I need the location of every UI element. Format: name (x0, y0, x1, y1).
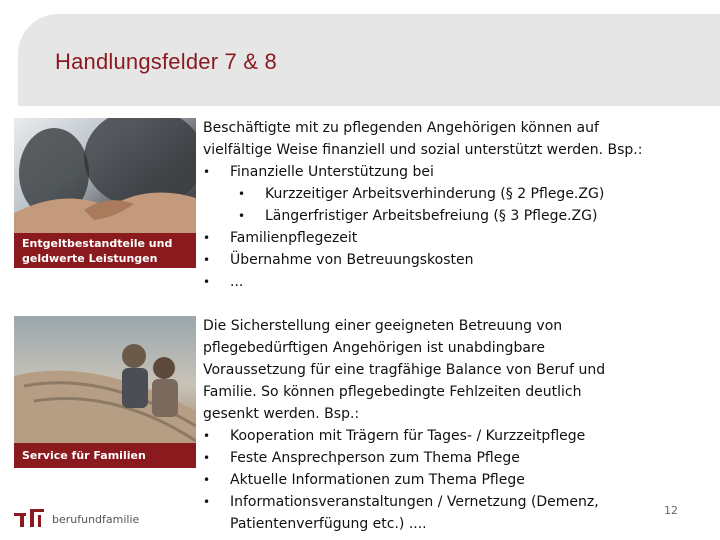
intro-line: Familie. So können pflegebedingte Fehlzeiten deutlich (203, 384, 582, 400)
intro-line: pflegebedürftigen Angehörigen ist unabdingbare (203, 340, 545, 356)
list-item-text: Finanzielle Unterstützung bei (230, 164, 434, 180)
list-item (203, 425, 703, 447)
image-caption (14, 233, 196, 268)
list-item-text: Aktuelle Informationen zum Thema Pflege (230, 472, 525, 488)
bullet-icon: • (203, 429, 211, 443)
list-item-text: Familienpflegezeit (230, 230, 358, 246)
bullet-icon: • (203, 165, 211, 179)
intro-line: vielfältige Weise finanziell und sozial unterstützt werden. Bsp.: (203, 142, 643, 158)
bullet-icon: • (203, 231, 211, 245)
list-item-text: Längerfristiger Arbeitsbefreiung (§ 3 Pflege.ZG) (265, 208, 598, 224)
bullet-icon: • (238, 209, 246, 223)
intro-line: gesenkt werden. Bsp.: (203, 406, 360, 422)
list-item (203, 161, 703, 183)
list-item (203, 447, 703, 469)
list-item-text: Informationsveranstaltungen / Vernetzung (Demenz, (230, 494, 599, 510)
slide-title: Handlungsfelder 7 & 8 (55, 49, 277, 74)
page-number: 12 (664, 504, 678, 517)
bullet-icon: • (203, 253, 211, 267)
bullet-icon: • (203, 473, 211, 487)
bullet-icon: • (203, 495, 211, 509)
list-item-continuation (203, 513, 703, 535)
bullet-icon: • (203, 275, 211, 289)
section-care-services (203, 315, 703, 535)
logo-text: berufundfamilie (52, 513, 140, 526)
list-item (203, 249, 703, 271)
sub-list-item (203, 183, 703, 205)
handshake-photo (14, 118, 196, 268)
list-item (203, 227, 703, 249)
list-item (203, 491, 703, 513)
sub-list-item (203, 205, 703, 227)
family-photo (14, 316, 196, 468)
logo-icon (14, 507, 50, 527)
list-item-text: Feste Ansprechperson zum Thema Pflege (230, 450, 520, 466)
list-item-text: Übernahme von Betreuungskosten (230, 252, 474, 268)
list-item (203, 469, 703, 491)
intro-line: Voraussetzung für eine tragfähige Balance von Beruf und (203, 362, 606, 378)
caption-line: geldwerte Leistungen (22, 252, 158, 265)
intro-line: Beschäftigte mit zu pflegenden Angehörigen können auf (203, 120, 599, 136)
section-financial-support (203, 117, 703, 293)
bullet-icon: • (203, 451, 211, 465)
list-item-text: Kurzzeitiger Arbeitsverhinderung (§ 2 Pflege.ZG) (265, 186, 605, 202)
bullet-icon: • (238, 187, 246, 201)
caption-line: Entgeltbestandteile und (22, 237, 173, 250)
list-item-text: ... (230, 274, 244, 290)
intro-line: Die Sicherstellung einer geeigneten Betreuung von (203, 318, 563, 334)
list-item-text: Kooperation mit Trägern für Tages- / Kurzzeitpflege (230, 428, 586, 444)
list-item (203, 271, 703, 293)
list-item-text: Patientenverfügung etc.) .... (230, 516, 427, 532)
image-caption: Service für Familien (14, 443, 196, 468)
